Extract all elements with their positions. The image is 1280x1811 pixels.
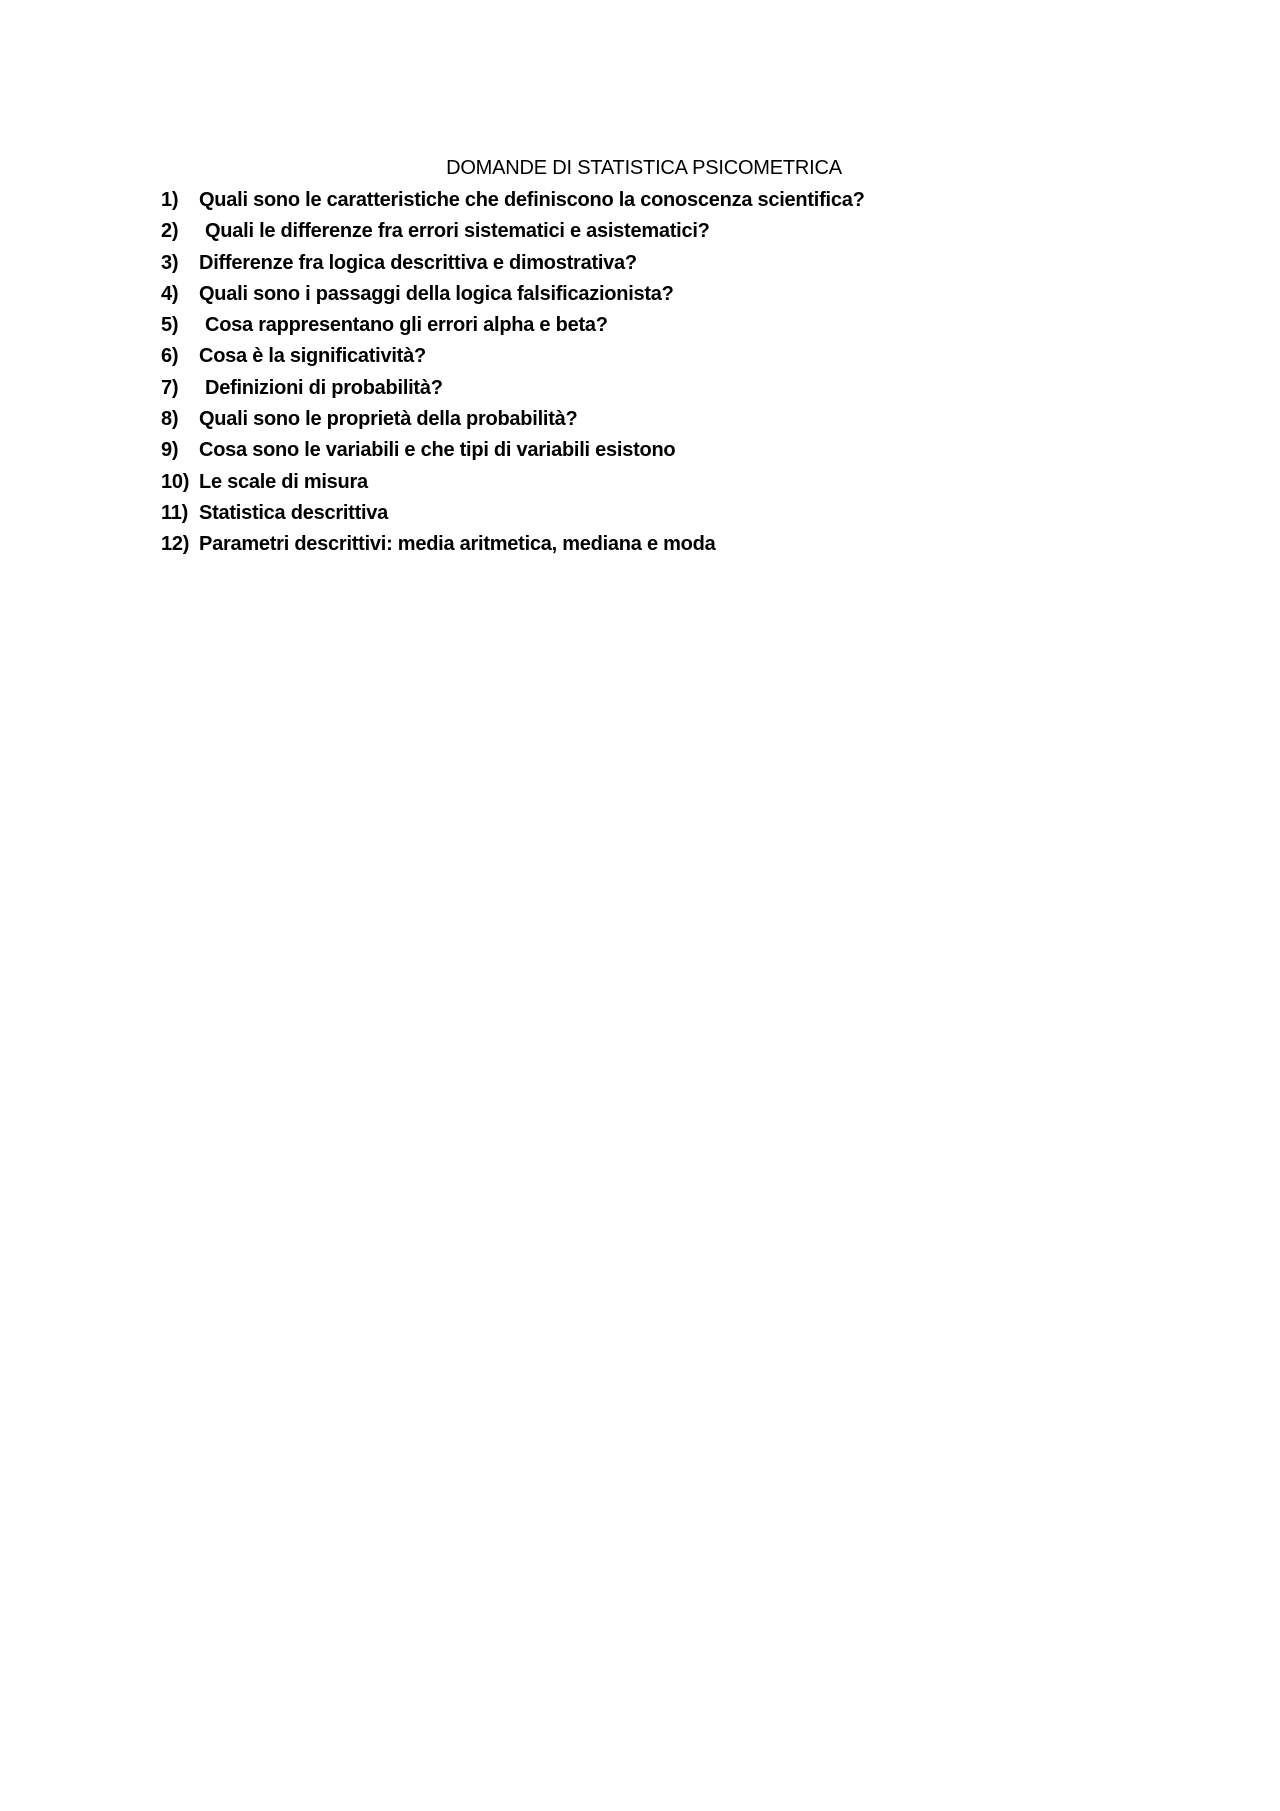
question-number: 2) [161,220,179,243]
question-item [161,435,865,466]
question-number: 12) [161,533,190,556]
question-item [161,341,865,372]
question-number: 1) [161,189,179,211]
question-item [161,185,865,216]
question-item [161,279,865,310]
question-text: Parametri descrittivi: media aritmetica, mediana e moda [199,533,716,556]
question-number: 8) [161,408,179,431]
question-text: Definizioni di probabilità? [205,376,443,399]
document-title: DOMANDE DI STATISTICA PSICOMETRICA [446,157,842,179]
question-item [161,498,865,529]
question-number: 3) [161,251,179,274]
question-list [161,185,865,561]
question-item [161,216,865,247]
question-text: Quali sono i passaggi della logica falsificazionista? [199,282,674,305]
question-text: Differenze fra logica descrittiva e dimostrativa? [199,251,637,274]
question-text: Quali le differenze fra errori sistematici e asistematici? [205,220,710,243]
question-number: 9) [161,439,179,462]
question-item [161,373,865,404]
question-item [161,404,865,435]
question-number: 7) [161,376,179,399]
question-text: Statistica descrittiva [199,501,389,524]
question-text: Cosa sono le variabili e che tipi di variabili esistono [199,439,676,462]
question-text: Cosa è la significatività? [199,345,426,368]
question-number: 6) [161,345,179,368]
question-text: Le scale di misura [199,470,368,493]
question-item [161,248,865,279]
question-item [161,310,865,341]
question-text: Cosa rappresentano gli errori alpha e beta? [205,314,608,337]
question-number: 5) [161,314,179,337]
question-number: 11) [161,501,189,524]
question-text: Quali sono le proprietà della probabilità? [199,408,578,431]
question-number: 4) [161,282,179,305]
question-item [161,529,865,560]
question-item [161,467,865,498]
question-number: 10) [161,470,190,493]
question-text: Quali sono le caratteristiche che definiscono la conoscenza scientifica? [199,189,865,211]
